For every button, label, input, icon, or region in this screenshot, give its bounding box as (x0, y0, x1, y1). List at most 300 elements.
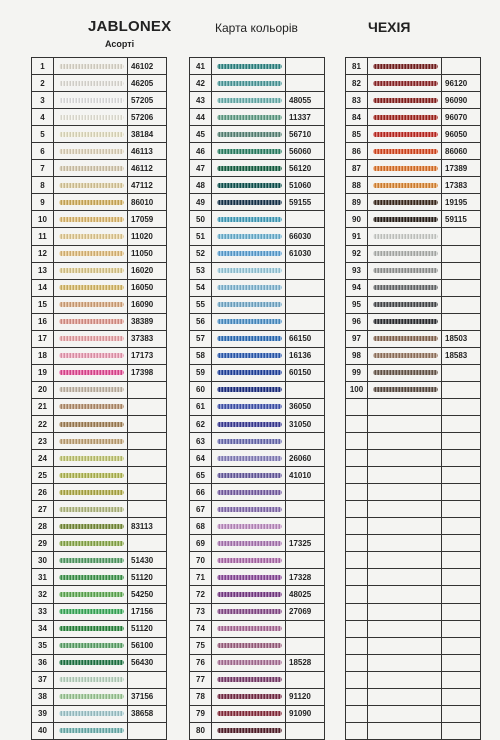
bead-strand (59, 319, 124, 324)
swatch-row (346, 603, 481, 620)
bead-swatch-cell (368, 654, 442, 671)
color-code (442, 450, 481, 467)
bead-strand (217, 558, 282, 563)
swatch-row (32, 245, 167, 262)
color-code: 57205 (128, 92, 167, 109)
swatch-number (346, 722, 368, 739)
bead-swatch-cell (212, 705, 286, 722)
bead-swatch-cell (368, 637, 442, 654)
swatch-row (190, 637, 325, 654)
bead-swatch-cell (54, 109, 128, 126)
bead-strand (59, 370, 124, 375)
bead-strand (217, 592, 282, 597)
bead-strand (59, 524, 124, 529)
swatch-row (32, 433, 167, 450)
swatch-number (346, 450, 368, 467)
swatch-row (190, 552, 325, 569)
swatch-row (346, 688, 481, 705)
swatch-number: 87 (346, 160, 368, 177)
color-code: 38658 (128, 705, 167, 722)
swatch-row (32, 75, 167, 92)
swatch-row (32, 535, 167, 552)
bead-swatch-cell (54, 313, 128, 330)
color-code: 19195 (442, 194, 481, 211)
bead-strand (217, 98, 282, 103)
color-code (286, 484, 325, 501)
color-code (442, 569, 481, 586)
swatch-number: 42 (190, 75, 212, 92)
color-code (286, 671, 325, 688)
color-code: 11020 (128, 228, 167, 245)
swatch-number: 94 (346, 279, 368, 296)
color-code: 51430 (128, 552, 167, 569)
bead-strand (373, 115, 438, 120)
swatch-row (190, 296, 325, 313)
bead-swatch-cell (212, 484, 286, 501)
swatch-number: 45 (190, 126, 212, 143)
swatch-row (190, 484, 325, 501)
swatch-number: 85 (346, 126, 368, 143)
color-code (128, 501, 167, 518)
bead-swatch-cell (368, 160, 442, 177)
bead-swatch-cell (212, 637, 286, 654)
color-code: 57206 (128, 109, 167, 126)
bead-strand (217, 183, 282, 188)
bead-swatch-cell (54, 552, 128, 569)
swatch-number: 52 (190, 245, 212, 262)
color-code (128, 484, 167, 501)
swatch-number: 78 (190, 688, 212, 705)
swatch-number: 55 (190, 296, 212, 313)
bead-strand (217, 149, 282, 154)
swatch-row (346, 58, 481, 75)
swatch-row (32, 637, 167, 654)
bead-strand (59, 336, 124, 341)
bead-strand (373, 336, 438, 341)
swatch-number: 31 (32, 569, 54, 586)
swatch-row (32, 211, 167, 228)
bead-strand (217, 524, 282, 529)
bead-swatch-cell (368, 313, 442, 330)
color-code: 38184 (128, 126, 167, 143)
bead-strand (217, 660, 282, 665)
color-code (442, 484, 481, 501)
swatch-row (32, 415, 167, 432)
bead-swatch-cell (368, 177, 442, 194)
color-code (442, 654, 481, 671)
color-code (442, 279, 481, 296)
bead-swatch-cell (54, 705, 128, 722)
color-code: 11050 (128, 245, 167, 262)
swatch-row (32, 688, 167, 705)
color-code (442, 535, 481, 552)
bead-strand (373, 251, 438, 256)
bead-swatch-cell (54, 484, 128, 501)
swatch-number: 3 (32, 92, 54, 109)
swatch-number (346, 415, 368, 432)
color-code (286, 58, 325, 75)
bead-swatch-cell (368, 484, 442, 501)
swatch-number: 37 (32, 671, 54, 688)
bead-swatch-cell (212, 126, 286, 143)
swatch-row (190, 194, 325, 211)
swatch-number (346, 586, 368, 603)
bead-strand (217, 302, 282, 307)
bead-strand (217, 370, 282, 375)
bead-swatch-cell (368, 143, 442, 160)
swatch-number: 86 (346, 143, 368, 160)
bead-swatch-cell (54, 586, 128, 603)
swatch-number: 64 (190, 450, 212, 467)
bead-strand (373, 302, 438, 307)
swatch-row (190, 279, 325, 296)
bead-strand (59, 541, 124, 546)
swatch-number: 73 (190, 603, 212, 620)
swatch-row (346, 160, 481, 177)
bead-swatch-cell (212, 569, 286, 586)
bead-swatch-cell (212, 552, 286, 569)
swatch-row (346, 620, 481, 637)
bead-swatch-cell (54, 398, 128, 415)
bead-swatch-cell (212, 620, 286, 637)
swatch-row (346, 194, 481, 211)
color-code: 16050 (128, 279, 167, 296)
swatch-row (346, 671, 481, 688)
swatch-row (346, 313, 481, 330)
bead-swatch-cell (368, 398, 442, 415)
color-code: 51120 (128, 569, 167, 586)
swatch-number: 83 (346, 92, 368, 109)
swatch-number: 4 (32, 109, 54, 126)
swatch-row (32, 671, 167, 688)
bead-swatch-cell (54, 688, 128, 705)
bead-strand (217, 336, 282, 341)
bead-swatch-cell (212, 262, 286, 279)
bead-swatch-cell (368, 330, 442, 347)
bead-strand (59, 268, 124, 273)
bead-strand (373, 370, 438, 375)
swatch-row (32, 92, 167, 109)
swatch-row (346, 75, 481, 92)
bead-strand (59, 422, 124, 427)
swatch-row (346, 330, 481, 347)
bead-strand (217, 132, 282, 137)
color-code (286, 262, 325, 279)
bead-strand (59, 660, 124, 665)
bead-swatch-cell (54, 603, 128, 620)
color-code: 36050 (286, 398, 325, 415)
swatch-number: 76 (190, 654, 212, 671)
color-code: 38389 (128, 313, 167, 330)
swatch-row (32, 313, 167, 330)
color-code: 17328 (286, 569, 325, 586)
chart-title: Карта кольорів (215, 21, 298, 35)
bead-swatch-cell (368, 262, 442, 279)
swatch-number (346, 467, 368, 484)
bead-swatch-cell (212, 160, 286, 177)
color-code: 91090 (286, 705, 325, 722)
swatch-row (32, 705, 167, 722)
swatch-row (190, 603, 325, 620)
color-code: 17173 (128, 347, 167, 364)
swatch-row (32, 398, 167, 415)
swatch-number: 8 (32, 177, 54, 194)
bead-strand (373, 183, 438, 188)
swatch-number: 18 (32, 347, 54, 364)
bead-swatch-cell (54, 671, 128, 688)
bead-strand (373, 200, 438, 205)
color-code: 48055 (286, 92, 325, 109)
bead-swatch-cell (54, 75, 128, 92)
swatch-row (190, 75, 325, 92)
bead-swatch-cell (54, 381, 128, 398)
color-code: 18528 (286, 654, 325, 671)
swatch-row (32, 603, 167, 620)
swatch-row (346, 296, 481, 313)
swatch-row (32, 586, 167, 603)
bead-swatch-cell (54, 518, 128, 535)
swatch-number: 22 (32, 415, 54, 432)
color-code: 56430 (128, 654, 167, 671)
color-code (442, 381, 481, 398)
swatch-number: 11 (32, 228, 54, 245)
color-code: 86010 (128, 194, 167, 211)
swatch-number (346, 433, 368, 450)
color-code: 46113 (128, 143, 167, 160)
color-code: 56120 (286, 160, 325, 177)
country-label: ЧЕХІЯ (368, 19, 411, 35)
swatch-number (346, 569, 368, 586)
bead-strand (59, 728, 124, 733)
swatch-number: 80 (190, 722, 212, 739)
bead-strand (59, 439, 124, 444)
swatch-number (346, 671, 368, 688)
swatch-number (346, 688, 368, 705)
bead-swatch-cell (368, 245, 442, 262)
bead-swatch-cell (212, 211, 286, 228)
swatch-number: 50 (190, 211, 212, 228)
bead-swatch-cell (368, 501, 442, 518)
color-code (286, 211, 325, 228)
bead-strand (217, 439, 282, 444)
color-code: 96070 (442, 109, 481, 126)
swatch-number: 49 (190, 194, 212, 211)
bead-swatch-cell (54, 194, 128, 211)
bead-swatch-cell (368, 535, 442, 552)
swatch-row (346, 126, 481, 143)
bead-strand (217, 507, 282, 512)
color-code (442, 705, 481, 722)
swatch-number: 19 (32, 364, 54, 381)
swatch-row (346, 467, 481, 484)
swatch-number: 1 (32, 58, 54, 75)
bead-swatch-cell (212, 109, 286, 126)
color-code (442, 552, 481, 569)
swatch-number: 26 (32, 484, 54, 501)
swatch-row (346, 450, 481, 467)
bead-strand (373, 319, 438, 324)
color-code: 11337 (286, 109, 325, 126)
bead-swatch-cell (54, 450, 128, 467)
color-code: 96050 (442, 126, 481, 143)
bead-strand (217, 456, 282, 461)
swatch-row (32, 552, 167, 569)
color-code (286, 722, 325, 739)
swatch-row (346, 552, 481, 569)
bead-strand (217, 575, 282, 580)
bead-strand (59, 473, 124, 478)
swatch-row (346, 364, 481, 381)
swatch-number: 20 (32, 381, 54, 398)
color-code: 41010 (286, 467, 325, 484)
swatch-number: 70 (190, 552, 212, 569)
swatch-number: 30 (32, 552, 54, 569)
color-code (442, 415, 481, 432)
swatch-number (346, 535, 368, 552)
swatch-number: 2 (32, 75, 54, 92)
color-code (442, 722, 481, 739)
color-table-column-3 (345, 57, 481, 740)
swatch-number: 38 (32, 688, 54, 705)
swatch-row (346, 347, 481, 364)
bead-strand (59, 507, 124, 512)
bead-swatch-cell (54, 58, 128, 75)
bead-strand (373, 387, 438, 392)
color-code (286, 501, 325, 518)
swatch-number: 97 (346, 330, 368, 347)
bead-strand (373, 268, 438, 273)
bead-swatch-cell (212, 381, 286, 398)
color-code (128, 450, 167, 467)
swatch-number: 24 (32, 450, 54, 467)
swatch-row (190, 160, 325, 177)
swatch-number: 39 (32, 705, 54, 722)
swatch-number: 99 (346, 364, 368, 381)
swatch-number: 71 (190, 569, 212, 586)
swatch-row (190, 313, 325, 330)
bead-strand (217, 234, 282, 239)
bead-strand (59, 98, 124, 103)
color-code (286, 637, 325, 654)
bead-swatch-cell (212, 603, 286, 620)
bead-swatch-cell (212, 450, 286, 467)
swatch-number: 56 (190, 313, 212, 330)
color-code: 17325 (286, 535, 325, 552)
swatch-row (190, 228, 325, 245)
swatch-row (190, 245, 325, 262)
swatch-row (190, 262, 325, 279)
swatch-number (346, 398, 368, 415)
bead-strand (59, 115, 124, 120)
bead-strand (217, 64, 282, 69)
swatch-number: 9 (32, 194, 54, 211)
swatch-row (346, 484, 481, 501)
swatch-number: 69 (190, 535, 212, 552)
bead-swatch-cell (212, 313, 286, 330)
bead-strand (373, 234, 438, 239)
color-code (128, 381, 167, 398)
swatch-number (346, 705, 368, 722)
color-code: 46205 (128, 75, 167, 92)
color-code (442, 518, 481, 535)
bead-swatch-cell (368, 381, 442, 398)
color-code: 54250 (128, 586, 167, 603)
color-code: 51120 (128, 620, 167, 637)
swatch-row (190, 177, 325, 194)
swatch-row (32, 228, 167, 245)
color-code (128, 398, 167, 415)
swatch-row (190, 620, 325, 637)
brand-title: JABLONEX (88, 18, 172, 35)
swatch-row (32, 143, 167, 160)
bead-strand (59, 353, 124, 358)
swatch-row (32, 518, 167, 535)
bead-strand (217, 711, 282, 716)
bead-swatch-cell (212, 535, 286, 552)
bead-swatch-cell (368, 552, 442, 569)
swatch-number: 82 (346, 75, 368, 92)
color-code: 16136 (286, 347, 325, 364)
bead-swatch-cell (368, 347, 442, 364)
swatch-number: 23 (32, 433, 54, 450)
bead-strand (217, 217, 282, 222)
bead-swatch-cell (54, 569, 128, 586)
bead-strand (373, 81, 438, 86)
color-code (286, 296, 325, 313)
bead-swatch-cell (368, 518, 442, 535)
swatch-row (190, 381, 325, 398)
swatch-row (346, 535, 481, 552)
swatch-row (190, 688, 325, 705)
bead-swatch-cell (368, 126, 442, 143)
bead-strand (217, 200, 282, 205)
swatch-number: 29 (32, 535, 54, 552)
swatch-number: 96 (346, 313, 368, 330)
swatch-row (346, 705, 481, 722)
bead-strand (217, 609, 282, 614)
color-code (442, 364, 481, 381)
swatch-number: 88 (346, 177, 368, 194)
color-code (442, 228, 481, 245)
swatch-number: 57 (190, 330, 212, 347)
swatch-number (346, 620, 368, 637)
swatch-row (190, 569, 325, 586)
bead-strand (59, 575, 124, 580)
bead-swatch-cell (212, 671, 286, 688)
bead-swatch-cell (212, 228, 286, 245)
color-code (286, 381, 325, 398)
bead-swatch-cell (54, 415, 128, 432)
swatch-number: 10 (32, 211, 54, 228)
bead-strand (217, 387, 282, 392)
swatch-number (346, 501, 368, 518)
bead-swatch-cell (212, 58, 286, 75)
color-code: 96120 (442, 75, 481, 92)
color-code (286, 75, 325, 92)
swatch-number: 77 (190, 671, 212, 688)
swatch-row (190, 364, 325, 381)
color-code (128, 415, 167, 432)
bead-swatch-cell (212, 279, 286, 296)
swatch-row (32, 296, 167, 313)
swatch-row (346, 569, 481, 586)
color-code: 66150 (286, 330, 325, 347)
swatch-number: 98 (346, 347, 368, 364)
color-code: 31050 (286, 415, 325, 432)
swatch-row (346, 177, 481, 194)
swatch-number (346, 552, 368, 569)
bead-swatch-cell (212, 501, 286, 518)
